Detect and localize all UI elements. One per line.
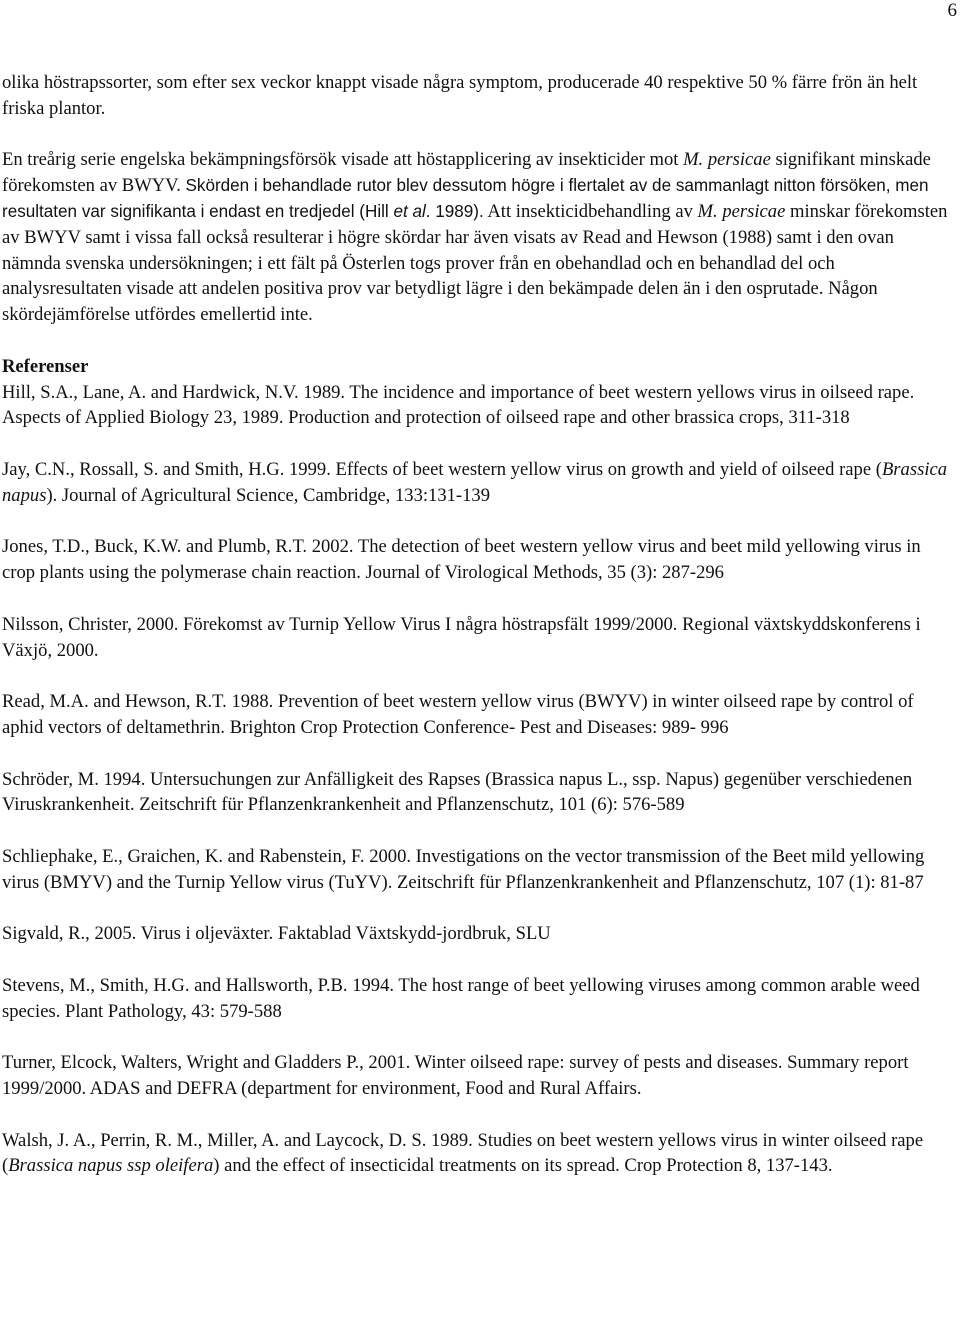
references-heading: Referenser <box>2 355 89 377</box>
paragraph-text: En treårig serie engelska bekämpningsförsök visade att höstapplicering av insekticider mot <box>2 149 684 171</box>
reference-text: Walsh, J. A., Perrin, R. M., Miller, A. and Laycock, D. S. 1989. Studies on beet western yellows virus in winter oilseed rape ( <box>2 1129 924 1177</box>
document-body <box>2 70 954 1179</box>
reference-item: Hill, S.A., Lane, A. and Hardwick, N.V. 1989. The incidence and importance of beet western yellows virus in oilseed rape. Aspects of Applied Biology 23, 1989. Production and protection of oilseed rape and other brassica crops, 311-318 <box>2 381 915 429</box>
reference-item: Jones, T.D., Buck, K.W. and Plumb, R.T. 2002. The detection of beet western yellow virus and beet mild yellowing virus in crop plants using the polymerase chain reaction. Journal of Virological Methods, 35 (3): 287-296 <box>2 536 921 584</box>
paragraph-text: minskar förekomsten av BWYV samt i vissa fall också resulterar i högre skördar har även visats av Read and Hewson (1988) samt i den ovan nämnda svenska undersökningen; i ett fält på Österlen togs prover från en obehandlad och en behandlad del och analysresultaten visade att andelen positiva prov var betydligt lägre i den bekämpade delen än i den osprutade. Någon skördejämförelse utfördes emellertid inte. <box>2 200 948 326</box>
species-name: Brassica napus <box>2 458 948 506</box>
reference-item <box>2 457 954 509</box>
species-name: M. persicae <box>683 149 771 171</box>
paragraph-control-trials <box>2 147 954 328</box>
paragraph-intro: olika höstrapssorter, som efter sex veckor knappt visade några symptom, producerade 40 respektive 50 % färre frön än helt friska plantor. <box>2 72 918 119</box>
species-name: M. persicae <box>697 200 786 222</box>
paragraph-text: Att insekticidbehandling av <box>483 200 698 222</box>
reference-item: Schliephake, E., Graichen, K. and Rabenstein, F. 2000. Investigations on the vector transmission of the Beet mild yellowing virus (BMYV) and the Turnip Yellow virus (TuYV). Zeitschrift für Pflanzenkrankenheit and Pflanzenschutz, 107 (1): 81-87 <box>2 845 925 893</box>
reference-item: Read, M.A. and Hewson, R.T. 1988. Prevention of beet western yellow virus (BWYV) in winter oilseed rape by control of aphid vectors of deltamethrin. Brighton Crop Protection Conference- Pest and Diseases: 989- 996 <box>2 691 914 738</box>
paragraph-text-sans: Skörden i behandlade rutor blev dessutom högre i flertalet av de sammanlagt nitton försöken, men resultaten var signifikanta i endast en tredjedel (Hill <box>2 176 929 221</box>
reference-item: Turner, Elcock, Walters, Wright and Gladders P., 2001. Winter oilseed rape: survey of pests and diseases. Summary report 1999/2000. ADAS and DEFRA (department for environment, Food and Rural Affairs. <box>2 1052 909 1100</box>
reference-text: ) and the effect of insecticidal treatments on its spread. Crop Protection 8, 137-143. <box>213 1155 833 1177</box>
reference-item: Stevens, M., Smith, H.G. and Hallsworth, P.B. 1994. The host range of beet yellowing viruses among common arable weed species. Plant Pathology, 43: 579-588 <box>2 974 920 1022</box>
reference-item: Schröder, M. 1994. Untersuchungen zur Anfälligkeit des Rapses (Brassica napus L., ssp. Napus) gegenüber verschiedenen Viruskrankenheit. Zeitschrift für Pflanzenkrankenheit and Pflanzenschutz, 101 (6): 576-589 <box>2 768 913 816</box>
page-number: 6 <box>947 0 957 21</box>
paragraph-text-sans: . 1989). <box>425 201 484 221</box>
et-al: et al <box>393 201 426 221</box>
reference-item <box>2 1128 954 1180</box>
paragraph-text: signifikant minskade förekomsten av BWYV. <box>2 149 931 197</box>
reference-text: Jay, C.N., Rossall, S. and Smith, H.G. 1999. Effects of beet western yellow virus on growth and yield of oilseed rape ( <box>2 458 882 480</box>
species-name: Brassica napus ssp oleifera <box>8 1155 214 1177</box>
reference-text: ). Journal of Agricultural Science, Cambridge, 133:131-139 <box>46 484 490 506</box>
reference-item: Sigvald, R., 2005. Virus i oljeväxter. Faktablad Växtskydd-jordbruk, SLU <box>2 923 551 945</box>
reference-item: Nilsson, Christer, 2000. Förekomst av Turnip Yellow Virus I några höstrapsfält 1999/2000. Regional växtskyddskonferens i Växjö, 2000. <box>2 613 921 661</box>
